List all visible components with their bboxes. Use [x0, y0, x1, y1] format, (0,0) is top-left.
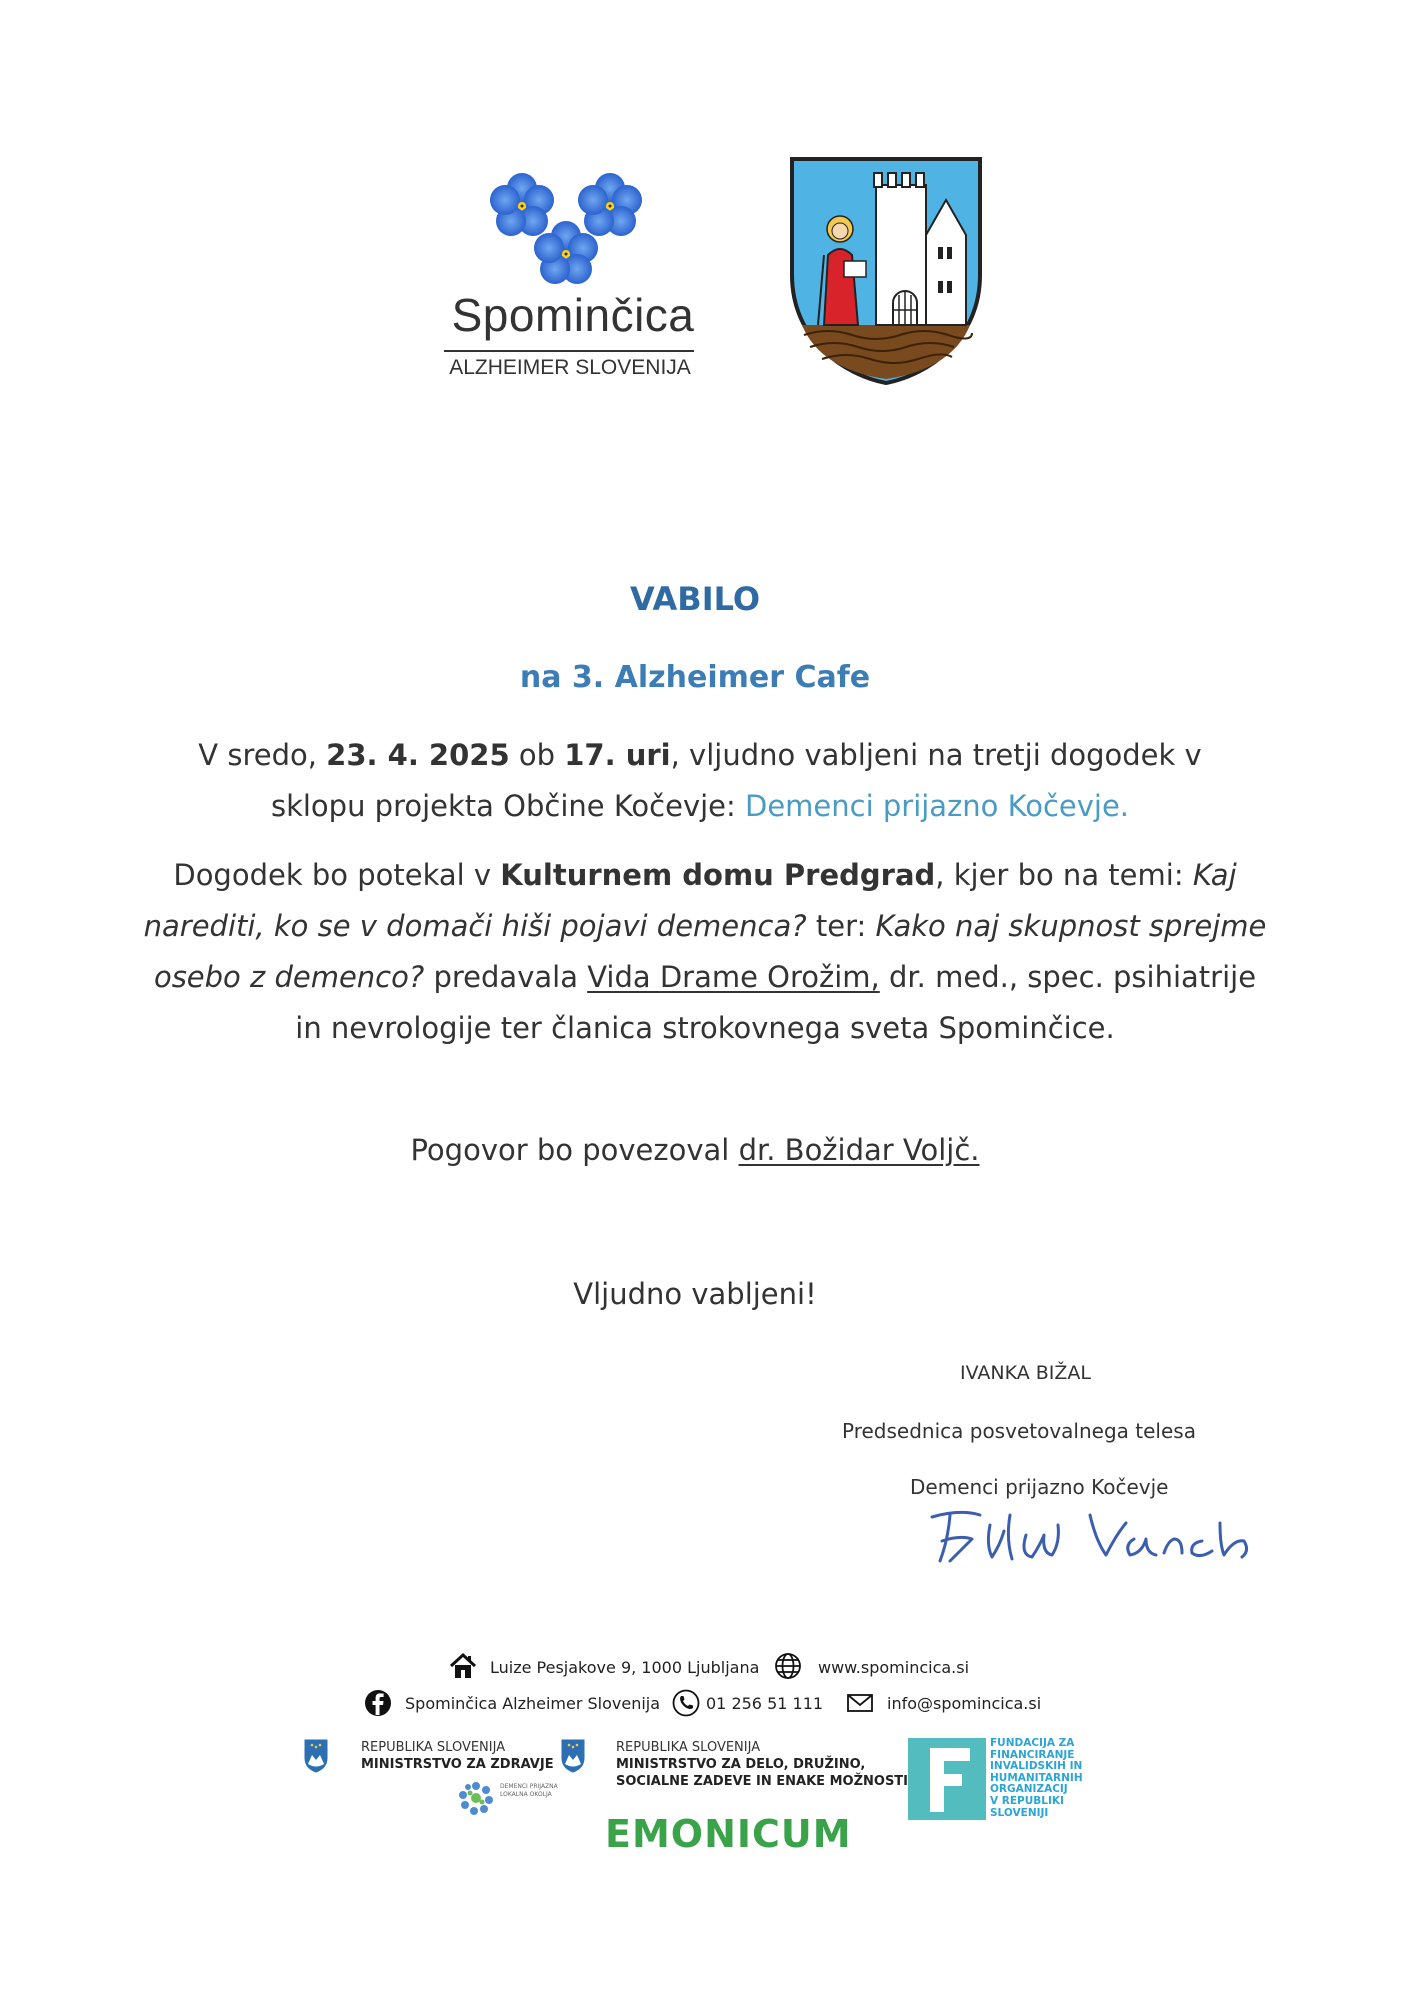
event-details-paragraph — [140, 850, 1270, 1054]
phone-icon — [671, 1688, 701, 1718]
project-name: Demenci prijazno Kočevje. — [745, 789, 1130, 823]
topic-1: Kaj narediti, ko se v domači hiši pojavi demenca? — [143, 858, 1237, 943]
text-fragment: predavala — [424, 960, 588, 994]
email-link[interactable]: info@spomincica.si — [887, 1694, 1042, 1713]
handwritten-signature — [920, 1495, 1260, 1575]
ministry-health-name: MINISTRSTVO ZA ZDRAVJE — [361, 1757, 554, 1772]
globe-icon — [773, 1651, 803, 1681]
ministry-health-country: REPUBLIKA SLOVENIJA — [361, 1740, 506, 1755]
facebook-icon — [363, 1688, 393, 1718]
ministry-labour-country: REPUBLIKA SLOVENIJA — [616, 1740, 761, 1755]
speaker-link[interactable]: Vida Drame Orožim, — [587, 960, 880, 994]
ministry-labour-name-line2: SOCIALNE ZADEVE IN ENAKE MOŽNOSTI — [616, 1774, 909, 1789]
ministry-labour-name-line1: MINISTRSTVO ZA DELO, DRUŽINO, — [616, 1757, 866, 1772]
event-date-paragraph — [150, 730, 1250, 832]
dementia-friendly-label: DEMENCI PRIJAZNA LOKALNA OKOLJA — [500, 1783, 558, 1798]
signatory-role: Predsednica posvetovalnega telesa — [842, 1419, 1196, 1443]
event-date: 23. 4. 2025 — [326, 738, 510, 772]
text-fragment: ob — [509, 738, 565, 772]
text-fragment: V sredo, — [198, 738, 327, 772]
mail-icon — [845, 1688, 875, 1718]
address-text: Luize Pesjakove 9, 1000 Ljubljana — [490, 1658, 760, 1677]
brand-divider — [444, 350, 694, 352]
text-fragment: ter: — [806, 909, 876, 943]
text-fragment: dr. med., spec. psihiatrije in nevrologije ter članica strokovnega sveta Spominčice. — [295, 960, 1257, 1045]
slovenia-crest-icon — [303, 1738, 329, 1774]
text-fragment: , kjer bo na temi: — [935, 858, 1193, 892]
invitation-subtitle: na 3. Alzheimer Cafe — [519, 660, 871, 695]
spomincica-flower-logo — [480, 168, 660, 298]
kocevje-coat-of-arms — [788, 155, 984, 387]
phone-number[interactable]: 01 256 51 111 — [706, 1694, 824, 1713]
invitation-title: VABILO — [629, 580, 761, 618]
topic-2: Kako naj skupnost sprejme osebo z demenco? — [153, 909, 1267, 994]
signatory-organization: Demenci prijazno Kočevje — [910, 1475, 1169, 1499]
text-fragment: , vljudno vabljeni na tretji dogodek v sklopu projekta Občine Kočevje: — [270, 738, 1202, 823]
brand-subtitle: ALZHEIMER SLOVENIJA — [449, 356, 691, 379]
event-time: 17. uri — [564, 738, 671, 772]
website-link[interactable]: www.spomincica.si — [818, 1658, 970, 1677]
closing-line: Vljudno vabljeni! — [573, 1277, 817, 1311]
fihio-logo — [908, 1738, 986, 1820]
moderator-link[interactable]: dr. Božidar Voljč. — [738, 1133, 980, 1167]
home-icon — [448, 1651, 478, 1681]
dementia-friendly-logo — [456, 1778, 496, 1818]
signatory-name: IVANKA BIŽAL — [960, 1362, 1091, 1384]
text-fragment: Pogovor bo povezoval — [410, 1133, 739, 1167]
moderator-paragraph — [120, 1125, 1270, 1176]
fihio-label: FUNDACIJA ZA FINANCIRANJE INVALIDSKIH IN HUMANITARNIH ORGANIZACIJ V REPUBLIKI SLOVENIJI — [990, 1737, 1083, 1819]
text-fragment: Dogodek bo potekal v — [173, 858, 501, 892]
facebook-link[interactable]: Spominčica Alzheimer Slovenija — [405, 1694, 661, 1713]
brand-name: Spominčica — [451, 289, 695, 341]
event-venue: Kulturnem domu Predgrad — [500, 858, 936, 892]
slovenia-crest-icon — [560, 1738, 586, 1774]
emonicum-logo: EMONICUM — [605, 1812, 852, 1856]
